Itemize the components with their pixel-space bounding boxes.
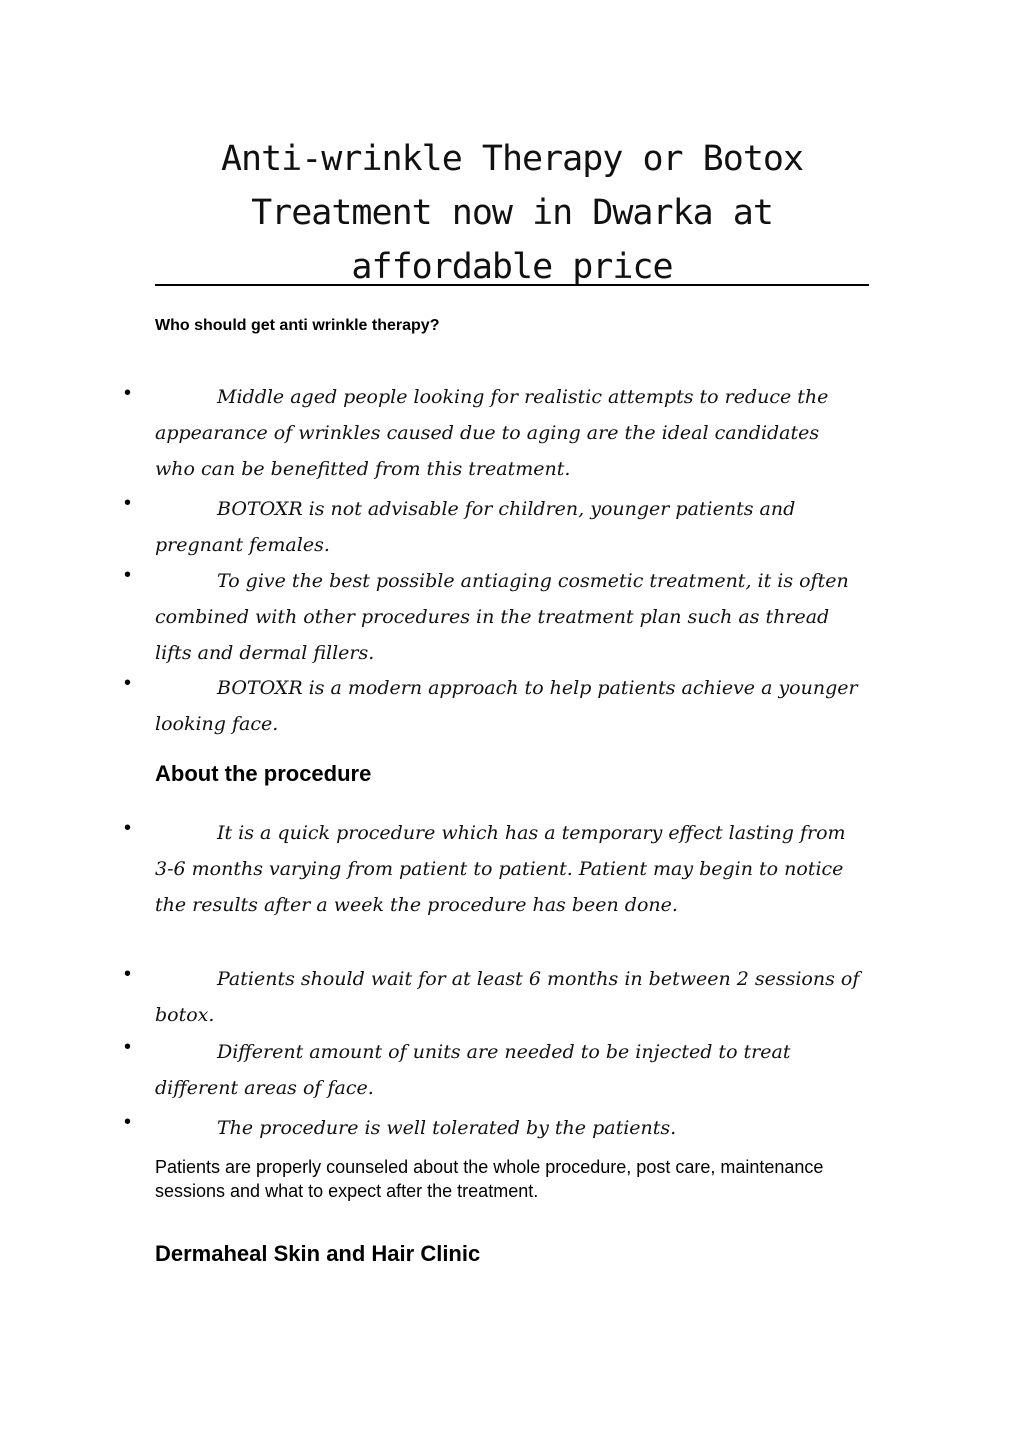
title-underline	[155, 284, 869, 286]
bullet-marker: •	[124, 672, 132, 694]
bullet-marker: •	[124, 1036, 132, 1058]
bullet-marker: •	[124, 1111, 132, 1133]
list-item: BOTOXR is a modern approach to help patients achieve a younger looking face.	[155, 677, 858, 735]
list-item: Patients should wait for at least 6 months in between 2 sessions of botox.	[155, 968, 860, 1026]
bullet-marker: •	[124, 564, 132, 586]
list-item: Middle aged people looking for realistic attempts to reduce the appearance of wrinkles caused due to aging are the ideal candidates who can be benefitted from this treatment.	[155, 386, 829, 480]
section-heading-who: Who should get anti wrinkle therapy?	[155, 317, 440, 334]
bullet-marker: •	[124, 963, 132, 985]
list-item: The procedure is well tolerated by the patients.	[217, 1117, 677, 1139]
clinic-name: Dermaheal Skin and Hair Clinic	[155, 1241, 481, 1266]
section-heading-procedure: About the procedure	[155, 761, 372, 786]
list-item: To give the best possible antiaging cosmetic treatment, it is often combined with other procedures in the treatment plan such as thread lifts and dermal fillers.	[155, 570, 849, 664]
list-item: It is a quick procedure which has a temporary effect lasting from 3-6 months varying from patient to patient. Patient may begin to notice the results after a week the procedure has been done.	[155, 822, 846, 916]
list-item: BOTOXR is not advisable for children, younger patients and pregnant females.	[155, 498, 796, 556]
bullet-marker: •	[124, 492, 132, 514]
bullet-marker: •	[124, 382, 132, 404]
list-item: Different amount of units are needed to be injected to treat different areas of face.	[155, 1041, 791, 1099]
bullet-marker: •	[124, 817, 132, 839]
counseling-note: Patients are properly counseled about the whole procedure, post care, maintenance sessions and what to expect after the treatment.	[155, 1157, 824, 1201]
page-title: Anti-wrinkle Therapy or Botox Treatment now in Dwarka at affordable price	[220, 139, 804, 287]
